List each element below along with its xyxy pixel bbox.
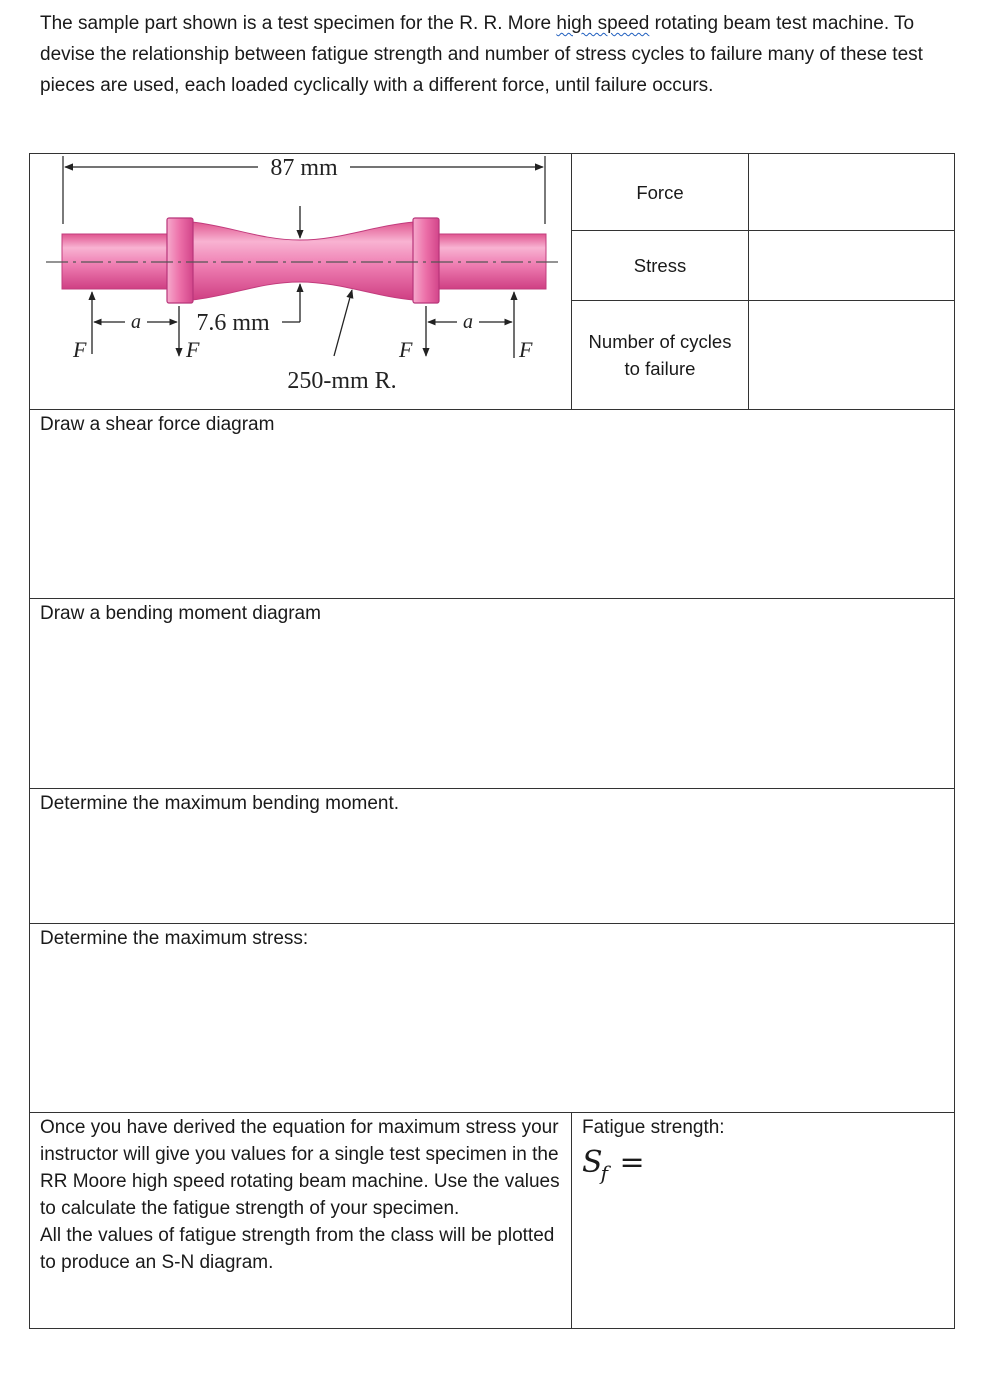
force-value-cell[interactable] xyxy=(749,154,954,230)
final-instructions-2: All the values of fatigue strength from the class will be plotted to produce an S-N diagram. xyxy=(40,1225,555,1273)
length-dimension xyxy=(63,155,545,224)
radius-leader xyxy=(287,290,396,394)
a-label-left: a xyxy=(131,311,141,333)
force-label-left: F xyxy=(73,337,87,362)
a-label-right: a xyxy=(463,311,473,333)
intro-text-1: The sample part shown is a test specimen for the R. R. More xyxy=(40,13,557,34)
final-instructions xyxy=(40,1114,565,1276)
intro-highlight: high speed xyxy=(556,13,650,34)
sf-symbol: S xyxy=(582,1145,603,1180)
fatigue-strength-label: Fatigue strength: xyxy=(582,1117,725,1138)
force-label-load-right: F xyxy=(399,337,413,362)
stress-value-cell[interactable] xyxy=(749,231,954,300)
diameter-label: 7.6 mm xyxy=(196,310,270,336)
fatigue-strength-answer-area[interactable] xyxy=(660,1150,940,1320)
stress-label: Stress xyxy=(633,255,687,276)
sf-equals: = xyxy=(609,1145,645,1180)
max-moment-answer-area[interactable] xyxy=(30,817,954,922)
cycles-label-line2: to failure xyxy=(624,358,696,379)
max-stress-prompt: Determine the maximum stress: xyxy=(40,928,309,949)
length-label: 87 mm xyxy=(270,155,338,181)
final-instructions-1: Once you have derived the equation for maximum stress your instructor will give you values for a single test specimen in the RR Moore high speed rotating beam machine. Use the values to calculate the fatigue strength of your specimen. xyxy=(40,1117,560,1219)
sf-subscript: f xyxy=(600,1161,608,1185)
force-label: Force xyxy=(636,182,684,203)
fatigue-strength-equation xyxy=(582,1145,645,1185)
bending-moment-prompt: Draw a bending moment diagram xyxy=(40,603,321,624)
radius-label: 250-mm R. xyxy=(287,368,397,394)
force-label-load-left: F xyxy=(186,337,200,362)
specimen-body xyxy=(46,218,560,303)
intro-text-2: rotating beam test machine. To devise the relationship between fatigue strength and number of stress cycles to failure many of these test pieces are used, each loaded cyclically with a different force, until failure occurs. xyxy=(40,13,923,96)
intro-paragraph xyxy=(40,8,960,101)
max-stress-answer-area[interactable] xyxy=(30,952,954,1111)
force-label-right: F xyxy=(519,337,533,362)
shear-force-prompt: Draw a shear force diagram xyxy=(40,414,275,435)
specimen-figure xyxy=(30,154,570,408)
max-moment-prompt: Determine the maximum bending moment. xyxy=(40,793,400,814)
bending-moment-answer-area[interactable] xyxy=(30,627,954,787)
cycles-label-line1: Number of cycles xyxy=(588,331,732,352)
cycles-label xyxy=(572,328,748,382)
a-dimensions xyxy=(94,311,512,333)
shear-force-answer-area[interactable] xyxy=(30,438,954,598)
cycles-value-cell[interactable] xyxy=(749,301,954,409)
